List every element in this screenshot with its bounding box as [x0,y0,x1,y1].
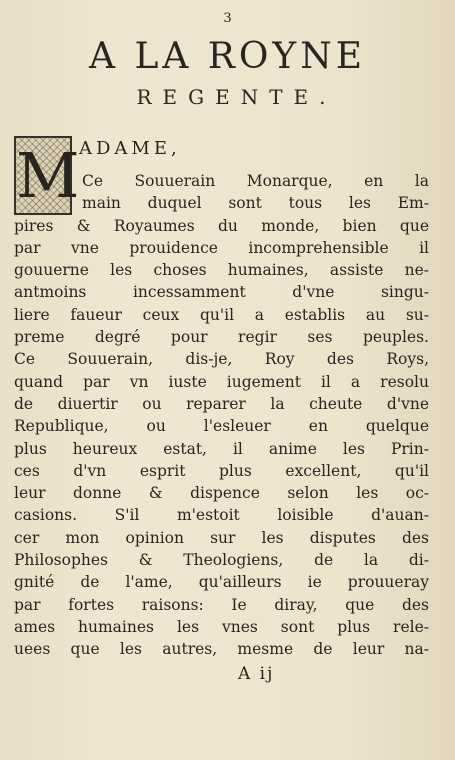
page-title: A LA ROYNE [89,36,366,77]
signature-mark: A ij [238,664,275,684]
text-line: ces d'vn esprit plus excellent, qu'il [14,461,429,480]
text-line: par fortes raisons: Ie diray, que des [14,595,429,614]
text-line: gouuerne les choses humaines, assiste ne- [14,261,429,280]
text-line: de diuertir ou reparer la cheute d'vne [14,394,429,413]
text-line: antmoins incessamment d'vne singu- [14,283,429,302]
text-line: main duquel sont tous les Em- [82,194,429,213]
page-subtitle: REGENTE. [136,85,337,109]
text-line: preme degré pour regir ses peuples. [14,328,429,347]
text-line: leur donne & dispence selon les oc- [14,484,429,503]
text-line: liere faueur ceux qu'il a establis au su- [14,305,429,324]
drop-cap-letter: M [16,139,80,212]
salutation: ADAME, [79,138,181,159]
text-line: cer mon opinion sur les disputes des [14,528,429,547]
text-line: plus heureux estat, il anime les Prin- [14,439,429,458]
text-line: uees que les autres, mesme de leur na- [14,640,429,659]
text-line: Republique, ou l'esleuer en quelque [14,417,429,436]
text-line: pires & Royaumes du monde, bien que [14,216,429,235]
text-line: par vne prouidence incomprehensible il [14,238,429,257]
body-text [14,170,429,661]
text-line: quand par vn iuste iugement il a resolu [14,372,429,391]
text-line: Philosophes & Theologiens, de la di- [14,551,429,570]
text-line: Ce Souuerain Monarque, en la [82,172,429,190]
text-line: Ce Souuerain, dis-je, Roy des Roys, [14,350,429,369]
page-number: 3 [223,11,232,26]
text-line: casions. S'il m'estoit loisible d'auan- [14,506,429,525]
text-line: ames humaines les vnes sont plus rele- [14,617,429,636]
text-line: gnité de l'ame, qu'ailleurs ie prouueray [14,573,429,592]
